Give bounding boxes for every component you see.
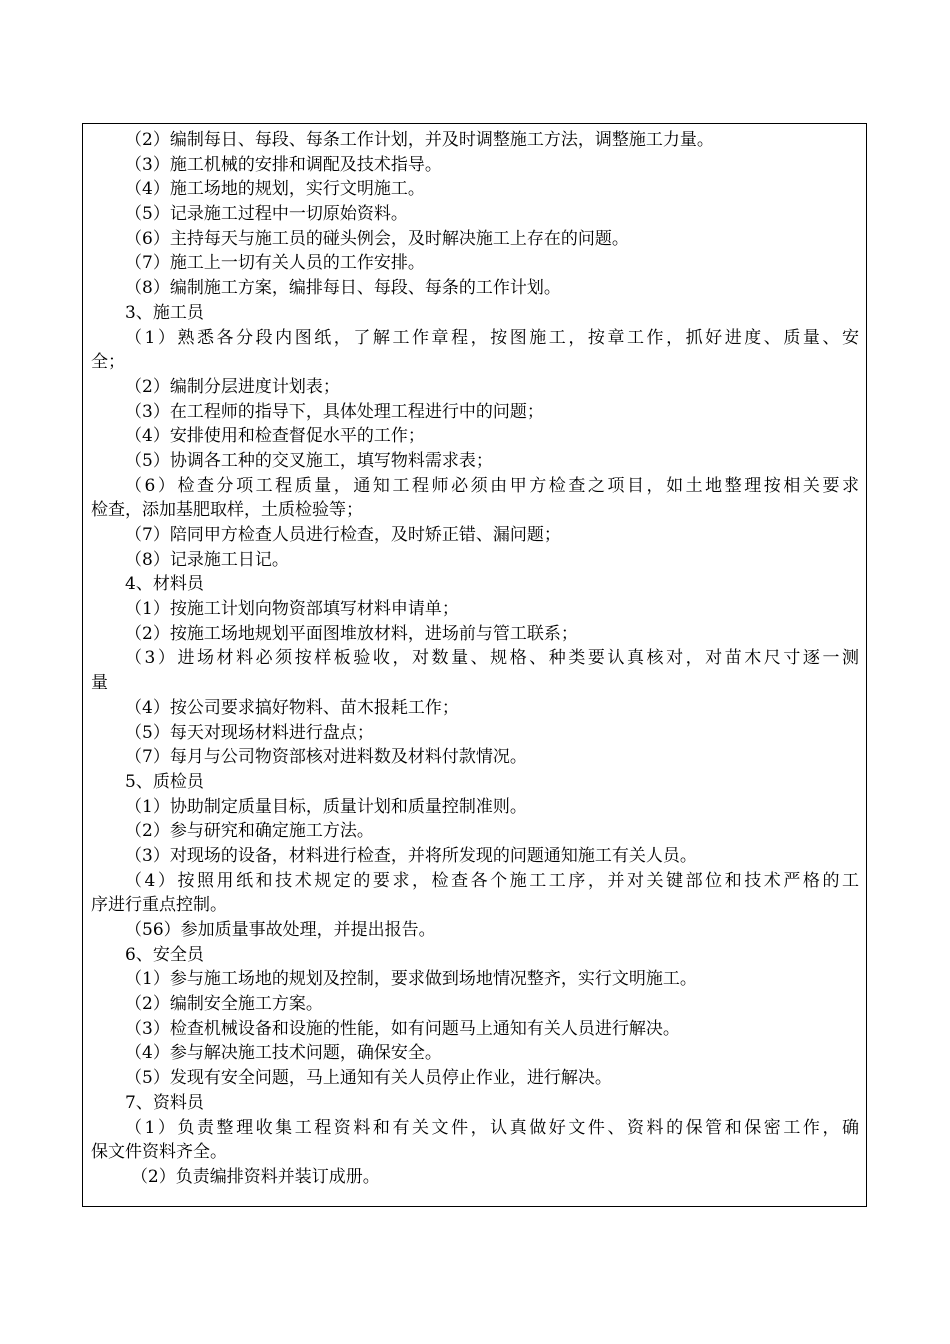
text-line: （5）记录施工过程中一切原始资料。 <box>125 204 408 225</box>
text-line: （1）按施工计划向物资部填写材料申请单； <box>125 599 459 620</box>
text-line: （3）进场材料必须按样板验收，对数量、规格、种类要认真核对，对苗木尺寸逐一测 <box>125 648 859 669</box>
text-line: （2）参与研究和确定施工方法。 <box>125 821 374 842</box>
text-line: （2）按施工场地规划平面图堆放材料，进场前与管工联系； <box>125 623 578 644</box>
text-line: （4）按公司要求搞好物料、苗木报耗工作； <box>125 697 459 718</box>
text-line: （6）检查分项工程质量，通知工程师必须由甲方检查之项目，如土地整理按相关要求 <box>125 475 859 496</box>
document-body <box>91 128 859 1190</box>
text-line: （7）施工上一切有关人员的工作安排。 <box>125 253 425 274</box>
text-line: （2）编制安全施工方案。 <box>125 994 323 1015</box>
text-line: （3）对现场的设备，材料进行检查，并将所发现的问题通知施工有关人员。 <box>125 845 697 866</box>
text-line: （1）熟悉各分段内图纸，了解工作章程，按图施工，按章工作，抓好进度、质量、安 <box>125 327 859 348</box>
section-heading: 6、安全员 <box>125 944 204 965</box>
section-heading: 7、资料员 <box>125 1092 204 1113</box>
text-line: （4）参与解决施工技术问题，确保安全。 <box>125 1043 442 1064</box>
section-heading: 3、施工员 <box>125 302 204 323</box>
text-line: （1）负责整理收集工程资料和有关文件，认真做好文件、资料的保管和保密工作，确 <box>125 1117 859 1138</box>
text-line: （1）协助制定质量目标，质量计划和质量控制准则。 <box>125 796 527 817</box>
text-line: （1）参与施工场地的规划及控制，要求做到场地情况整齐，实行文明施工。 <box>125 969 697 990</box>
text-line: （4）安排使用和检查督促水平的工作； <box>125 426 425 447</box>
document-frame <box>82 123 867 1207</box>
text-line-continuation: 保文件资料齐全。 <box>91 1142 227 1163</box>
text-line: （7）陪同甲方检查人员进行检查，及时矫正错、漏问题； <box>125 525 561 545</box>
section-heading: 5、质检员 <box>125 771 204 792</box>
text-line-continuation: 序进行重点控制。 <box>91 895 227 916</box>
section-heading: 4、材料员 <box>125 574 204 595</box>
text-line-continuation: 全； <box>91 352 125 373</box>
text-line: （3）施工机械的安排和调配及技术指导。 <box>125 154 442 175</box>
text-line: （3）在工程师的指导下，具体处理工程进行中的问题； <box>125 401 544 422</box>
text-line: （5）协调各工种的交叉施工，填写物料需求表； <box>125 450 493 471</box>
text-line: （3）检查机械设备和设施的性能，如有问题马上通知有关人员进行解决。 <box>125 1018 680 1039</box>
text-line: （5）每天对现场材料进行盘点； <box>125 722 374 743</box>
text-line: （2）负责编排资料并装订成册。 <box>130 1166 380 1187</box>
text-line: （7）每月与公司物资部核对进料数及材料付款情况。 <box>125 747 527 768</box>
text-line-continuation: 检查，添加基肥取样，土质检验等； <box>91 500 363 521</box>
text-line: （4）按照用纸和技术规定的要求，检查各个施工工序，并对关键部位和技术严格的工 <box>125 870 859 891</box>
text-line: （6）主持每天与施工员的碰头例会，及时解决施工上存在的问题。 <box>125 228 629 249</box>
text-line: （2）编制分层进度计划表； <box>125 376 340 397</box>
text-line: （4）施工场地的规划，实行文明施工。 <box>125 179 425 200</box>
text-line: （2）编制每日、每段、每条工作计划，并及时调整施工方法，调整施工力量。 <box>125 130 714 150</box>
text-line: （8）记录施工日记。 <box>125 549 289 570</box>
text-line: （8）编制施工方案，编排每日、每段、每条的工作计划。 <box>125 278 561 299</box>
text-line: （56）参加质量事故处理，并提出报告。 <box>125 920 436 940</box>
text-line: （5）发现有安全问题，马上通知有关人员停止作业，进行解决。 <box>125 1068 612 1089</box>
text-line-continuation: 量 <box>91 673 108 694</box>
